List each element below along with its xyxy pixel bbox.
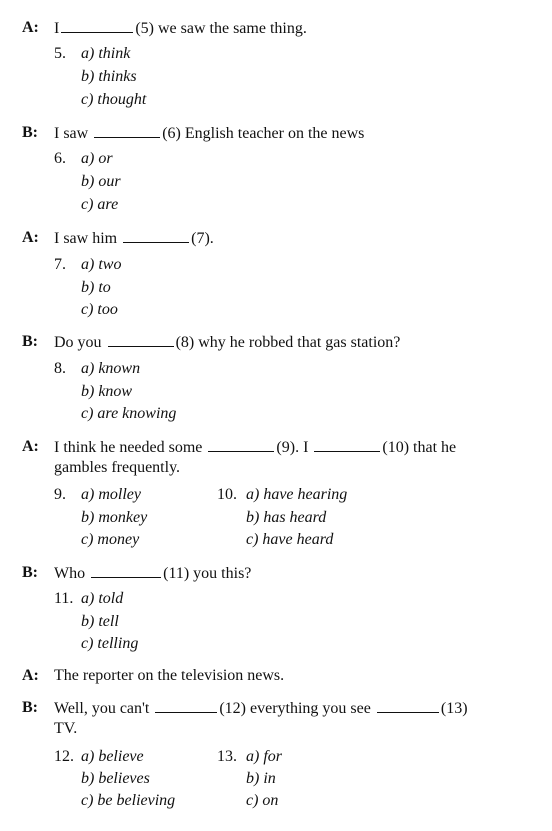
option: b) our: [81, 173, 121, 190]
dialogue-text: The reporter on the television news.: [54, 667, 285, 684]
speaker-label: A:: [22, 19, 39, 36]
option: a) known: [81, 360, 141, 377]
question-number: 10.: [217, 486, 237, 503]
option: a) molley: [81, 486, 141, 503]
question-number: 7.: [54, 256, 66, 273]
dialogue-text: I saw (6) English teacher on the news: [54, 125, 365, 142]
option: b) tell: [81, 613, 119, 630]
option: b) monkey: [81, 509, 148, 526]
option: c) are knowing: [81, 405, 177, 422]
question-number: 13.: [217, 748, 237, 765]
dialogue-text: I saw him (7).: [54, 230, 214, 247]
answer-blank: [208, 437, 274, 452]
dialogue-text: I think he needed some (9). I (10) that he: [54, 439, 457, 456]
option: b) know: [81, 383, 133, 400]
option: c) have heard: [246, 531, 334, 548]
option: c) money: [81, 531, 140, 548]
dialogue-text: Well, you can't (12) everything you see (13): [54, 700, 468, 717]
dialogue-text: Do you (8) why he robbed that gas station?: [54, 334, 401, 351]
option: a) for: [246, 748, 282, 765]
answer-blank: [108, 332, 174, 347]
speaker-label: B:: [22, 564, 38, 581]
speaker-label: A:: [22, 667, 39, 684]
speaker-label: A:: [22, 229, 39, 246]
option: c) thought: [81, 91, 147, 108]
option: c) are: [81, 196, 119, 213]
answer-blank: [377, 698, 439, 713]
answer-blank: [314, 437, 380, 452]
option: a) two: [81, 256, 122, 273]
speaker-label: B:: [22, 333, 38, 350]
question-number: 9.: [54, 486, 66, 503]
question-number: 5.: [54, 45, 66, 62]
option: b) thinks: [81, 68, 137, 85]
option: a) believe: [81, 748, 144, 765]
answer-blank: [155, 698, 217, 713]
option: a) told: [81, 590, 124, 607]
option: b) believes: [81, 770, 150, 787]
question-number: 8.: [54, 360, 66, 377]
option: b) to: [81, 279, 111, 296]
option: b) has heard: [246, 509, 327, 526]
dialogue-text-continued: gambles frequently.: [54, 459, 181, 476]
speaker-label: B:: [22, 124, 38, 141]
option: c) be believing: [81, 792, 176, 809]
question-number: 12.: [54, 748, 74, 765]
option: a) have hearing: [246, 486, 348, 503]
speaker-label: B:: [22, 699, 38, 716]
option: a) think: [81, 45, 131, 62]
dialogue-text: Who (11) you this?: [54, 565, 252, 582]
option: c) telling: [81, 635, 139, 652]
option: a) or: [81, 150, 113, 167]
answer-blank: [61, 18, 133, 33]
speaker-label: A:: [22, 438, 39, 455]
option: c) too: [81, 301, 118, 318]
answer-blank: [123, 228, 189, 243]
question-number: 6.: [54, 150, 66, 167]
dialogue-text-continued: TV.: [54, 720, 78, 737]
option: c) on: [246, 792, 279, 809]
dialogue-text: I (5) we saw the same thing.: [54, 20, 307, 37]
question-number: 11.: [54, 590, 74, 607]
answer-blank: [91, 563, 161, 578]
option: b) in: [246, 770, 276, 787]
answer-blank: [94, 123, 160, 138]
